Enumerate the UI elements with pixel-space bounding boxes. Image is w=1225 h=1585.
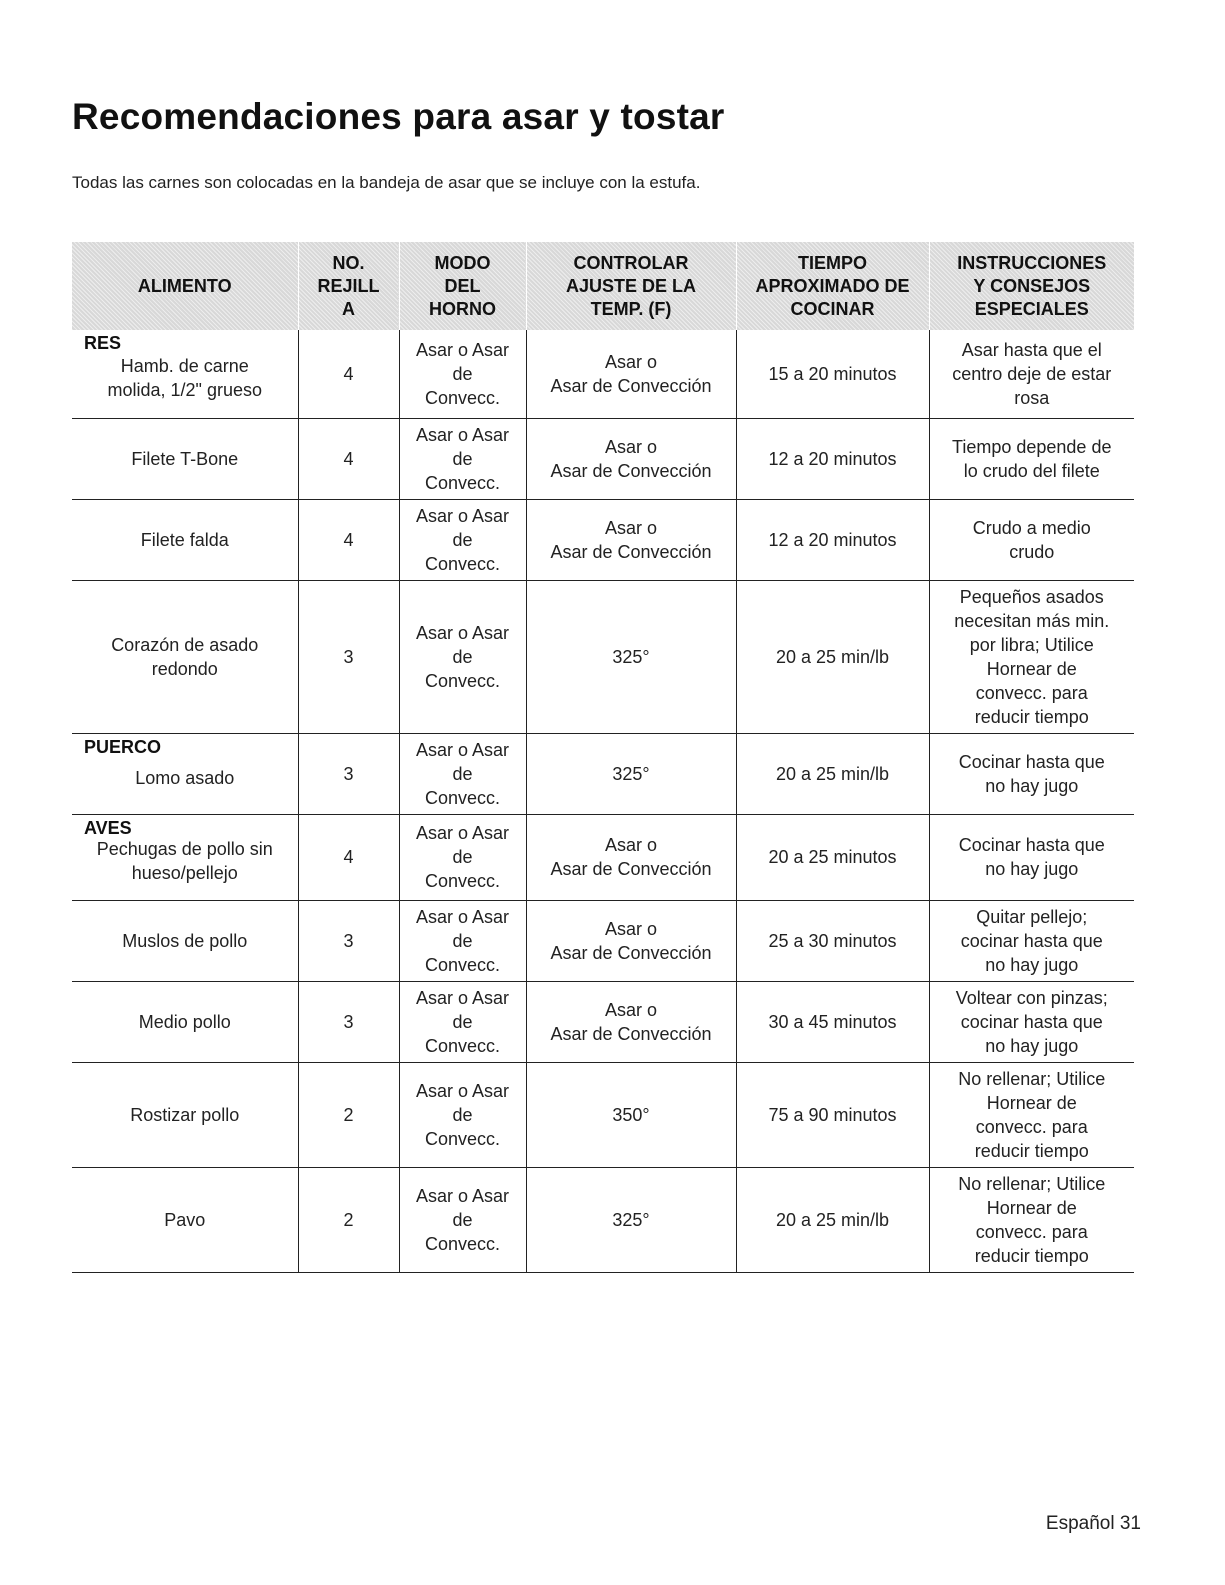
mode-cell: Asar o Asar de Convecc.	[399, 330, 526, 418]
table-row	[72, 1062, 1134, 1167]
category-label: AVES	[84, 817, 132, 838]
tips-cell: Pequeños asados necesitan más min. por libra; Utilice Hornear de convecc. para reducir tiempo	[929, 580, 1134, 733]
food-cell	[72, 1062, 298, 1167]
rack-cell: 2	[298, 1167, 399, 1272]
food-cell	[72, 499, 298, 580]
time-cell: 15 a 20 minutos	[736, 330, 929, 418]
header-tips: INSTRUCCIONES Y CONSEJOS ESPECIALES	[929, 242, 1134, 330]
tips-cell: No rellenar; Utilice Hornear de convecc. para reducir tiempo	[929, 1167, 1134, 1272]
mode-cell: Asar o Asar de Convecc.	[399, 499, 526, 580]
table-row	[72, 900, 1134, 981]
tips-cell: Tiempo depende de lo crudo del filete	[929, 418, 1134, 499]
tips-cell: Cocinar hasta que no hay jugo	[929, 814, 1134, 900]
rack-cell: 3	[298, 900, 399, 981]
rack-cell: 3	[298, 981, 399, 1062]
food-cell	[72, 733, 298, 814]
table-row	[72, 1167, 1134, 1272]
header-temp-setting: CONTROLAR AJUSTE DE LA TEMP. (F)	[526, 242, 736, 330]
table-row	[72, 814, 1134, 900]
food-name: Medio pollo	[138, 1011, 231, 1032]
temp-cell: Asar o Asar de Convección	[526, 900, 736, 981]
rack-cell: 3	[298, 580, 399, 733]
header-oven-mode: MODO DEL HORNO	[399, 242, 526, 330]
time-cell: 30 a 45 minutos	[736, 981, 929, 1062]
food-cell	[72, 814, 298, 900]
temp-cell: Asar o Asar de Convección	[526, 981, 736, 1062]
food-name: Muslos de pollo	[122, 930, 248, 951]
tips-cell: Voltear con pinzas; cocinar hasta que no hay jugo	[929, 981, 1134, 1062]
header-rack: NO. REJILL A	[298, 242, 399, 330]
table-row	[72, 733, 1134, 814]
rack-cell: 2	[298, 1062, 399, 1167]
mode-cell: Asar o Asar de Convecc.	[399, 580, 526, 733]
tips-cell: Crudo a medio crudo	[929, 499, 1134, 580]
mode-cell: Asar o Asar de Convecc.	[399, 900, 526, 981]
time-cell: 20 a 25 min/lb	[736, 1167, 929, 1272]
table-row	[72, 330, 1134, 418]
food-cell	[72, 580, 298, 733]
table-row	[72, 580, 1134, 733]
mode-cell: Asar o Asar de Convecc.	[399, 1062, 526, 1167]
time-cell: 25 a 30 minutos	[736, 900, 929, 981]
category-label: PUERCO	[84, 736, 162, 757]
rack-cell: 4	[298, 814, 399, 900]
rack-cell: 4	[298, 330, 399, 418]
temp-cell: 325°	[526, 1167, 736, 1272]
time-cell: 20 a 25 min/lb	[736, 733, 929, 814]
temp-cell: Asar o Asar de Convección	[526, 814, 736, 900]
time-cell: 75 a 90 minutos	[736, 1062, 929, 1167]
mode-cell: Asar o Asar de Convecc.	[399, 981, 526, 1062]
temp-cell: Asar o Asar de Convección	[526, 330, 736, 418]
food-name: Rostizar pollo	[130, 1104, 240, 1125]
time-cell: 20 a 25 minutos	[736, 814, 929, 900]
intro-text: Todas las carnes son colocadas en la bandeja de asar que se incluye con la estufa.	[72, 173, 701, 192]
table-row	[72, 499, 1134, 580]
header-food: ALIMENTO	[72, 242, 298, 330]
time-cell: 20 a 25 min/lb	[736, 580, 929, 733]
rack-cell: 4	[298, 418, 399, 499]
temp-cell: Asar o Asar de Convección	[526, 418, 736, 499]
header-cook-time: TIEMPO APROXIMADO DE COCINAR	[736, 242, 929, 330]
tips-cell: No rellenar; Utilice Hornear de convecc. para reducir tiempo	[929, 1062, 1134, 1167]
tips-cell: Asar hasta que el centro deje de estar rosa	[929, 330, 1134, 418]
table-row	[72, 418, 1134, 499]
tips-cell: Cocinar hasta que no hay jugo	[929, 733, 1134, 814]
rack-cell: 3	[298, 733, 399, 814]
food-name: Corazón de asado redondo	[111, 634, 259, 679]
food-cell	[72, 418, 298, 499]
broiling-recommendations-table	[72, 242, 1134, 1273]
food-name: Hamb. de carne molida, 1/2" grueso	[107, 355, 262, 400]
food-name: Pechugas de pollo sin hueso/pellejo	[96, 839, 273, 883]
time-cell: 12 a 20 minutos	[736, 418, 929, 499]
temp-cell: 350°	[526, 1062, 736, 1167]
table-row	[72, 981, 1134, 1062]
category-label: RES	[84, 333, 122, 353]
food-cell	[72, 981, 298, 1062]
food-name: Lomo asado	[135, 767, 235, 788]
mode-cell: Asar o Asar de Convecc.	[399, 814, 526, 900]
mode-cell: Asar o Asar de Convecc.	[399, 418, 526, 499]
temp-cell: 325°	[526, 733, 736, 814]
food-name: Filete falda	[140, 529, 229, 550]
page-title: Recomendaciones para asar y tostar	[72, 96, 725, 137]
page-footer: Español 31	[1045, 1513, 1141, 1534]
food-cell	[72, 330, 298, 418]
temp-cell: Asar o Asar de Convección	[526, 499, 736, 580]
mode-cell: Asar o Asar de Convecc.	[399, 1167, 526, 1272]
time-cell: 12 a 20 minutos	[736, 499, 929, 580]
food-cell	[72, 900, 298, 981]
temp-cell: 325°	[526, 580, 736, 733]
tips-cell: Quitar pellejo; cocinar hasta que no hay jugo	[929, 900, 1134, 981]
mode-cell: Asar o Asar de Convecc.	[399, 733, 526, 814]
rack-cell: 4	[298, 499, 399, 580]
food-name: Pavo	[164, 1209, 206, 1230]
food-cell	[72, 1167, 298, 1272]
food-name: Filete T-Bone	[131, 448, 239, 469]
table-header-row	[72, 242, 1134, 330]
